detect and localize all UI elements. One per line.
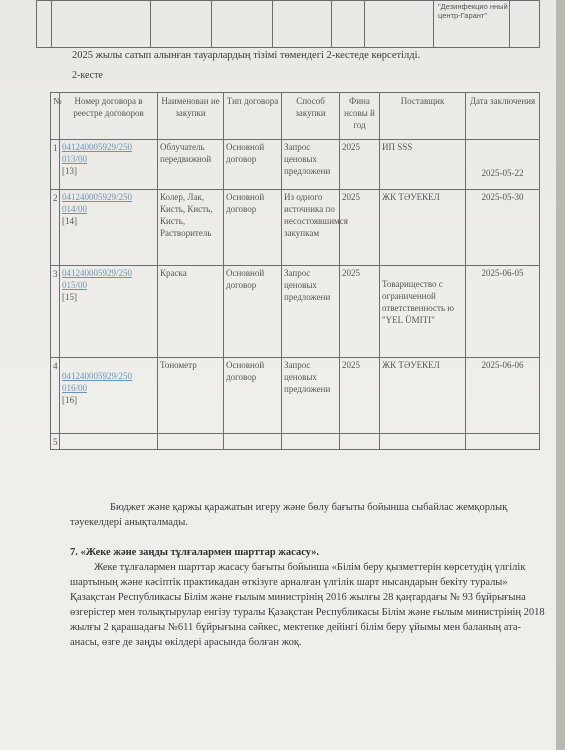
method-cell: Запрос ценовых предложени [282,266,340,358]
contract-cell [60,358,158,434]
table-row [51,140,540,190]
top-table-cell-text: "Дезинфекцио нный центр-Гарант" [434,1,510,48]
contract-ref: [16] [62,395,77,405]
contract-link[interactable]: 041240005929/250 016/00 [62,371,133,393]
table-row [51,190,540,266]
contract-cell [60,140,158,190]
supplier-cell: Товарищество с ограниченной ответственность ю "YEL ÜMITI" [380,266,466,358]
year-cell: 2025 [340,266,380,358]
row-num: 5 [51,434,60,450]
supplier-cell: ЖК ТӘУЕКЕЛ [380,190,466,266]
header-item: Наименован ие закупки [158,93,224,140]
header-contract-number: Номер договора в реестре договоров [60,93,158,140]
method-cell: Запрос ценовых предложени [282,358,340,434]
contract-ref: [15] [62,292,77,302]
contract-link[interactable]: 041240005929/250 013/00 [62,142,133,164]
contract-cell [60,190,158,266]
paragraph-contracts: Жеке тұлғалармен шарттар жасасу бағыты бойынша «Білім беру қызметтерін көрсетудің үлгілік шартының және кәсіптік практикадан өткізуге арналған үлгілік шарт нысандарын бекіту туралы» Қазақстан Республикасы Білім және ғылым министрінің 2016 жылғы 28 қаңтардағы № 93 бұйрығына өзгерістер мен толықтырулар енгізу туралы Қазақстан Республикасы Білім және ғылым министрінің 2018 жылғы 2 қарашадағы №611 бұйрығына сәйкес, мектепке дейінгі білім беру ұйымы мен баланың ата-анасы, өзге де заңды өкілдері арасында болған жоқ. [70,562,545,648]
row-num: 1 [51,140,60,190]
type-cell: Основной договор [224,266,282,358]
header-year: Фина нсовы й год [340,93,380,140]
contract-link[interactable]: 041240005929/250 014/00 [62,192,133,214]
table-row [51,266,540,358]
type-cell: Основной договор [224,190,282,266]
table-header-row [51,93,540,140]
contract-link[interactable]: 041240005929/250 015/00 [62,268,133,290]
year-cell: 2025 [340,190,380,266]
header-supplier: Поставщик [380,93,466,140]
table-row [51,434,540,450]
header-num: № [51,93,60,140]
supplier-cell: ИП SSS [380,140,466,190]
type-cell: Основной договор [224,358,282,434]
type-cell: Основной договор [224,140,282,190]
date-cell: 2025-05-30 [466,190,540,266]
paragraph-budget: Бюджет және қаржы қаражатын игеру және бөлу бағыты бойынша сыбайлас жемқорлық тәуекелдері анықталмады. [70,502,508,528]
contract-ref: [14] [62,216,77,226]
item-cell: Краска [158,266,224,358]
year-cell: 2025 [340,358,380,434]
method-cell: Запрос ценовых предложени [282,140,340,190]
method-cell: Из одного источника по несостоявшимся закупкам [282,190,340,266]
contract-cell [60,266,158,358]
item-cell: Тонометр [158,358,224,434]
header-type: Тип договора [224,93,282,140]
item-cell: Облучатель передвижной [158,140,224,190]
header-date: Дата заключения [466,93,540,140]
date-cell: 2025-05-22 [466,140,540,190]
previous-table-fragment [36,0,540,48]
page-edge-shadow [556,0,565,750]
row-num: 4 [51,358,60,434]
year-cell: 2025 [340,140,380,190]
table-label: 2-кесте [72,70,103,81]
procurement-table [50,92,540,450]
table-row [51,358,540,434]
row-num: 3 [51,266,60,358]
supplier-cell: ЖК ТӘУЕКЕЛ [380,358,466,434]
section-heading: 7. «Жеке және заңды тұлғалармен шарттар жасасу». [70,547,320,558]
header-method: Способ закупки [282,93,340,140]
intro-line: 2025 жылы сатып алынған тауарлардың тізімі төмендегі 2-кестеде көрсетілді. [72,50,421,61]
contract-ref: [13] [62,166,77,176]
item-cell: Колер, Лак, Кисть, Кисть, Кисть, Растворитель [158,190,224,266]
date-cell: 2025-06-05 [466,266,540,358]
date-cell: 2025-06-06 [466,358,540,434]
row-num: 2 [51,190,60,266]
